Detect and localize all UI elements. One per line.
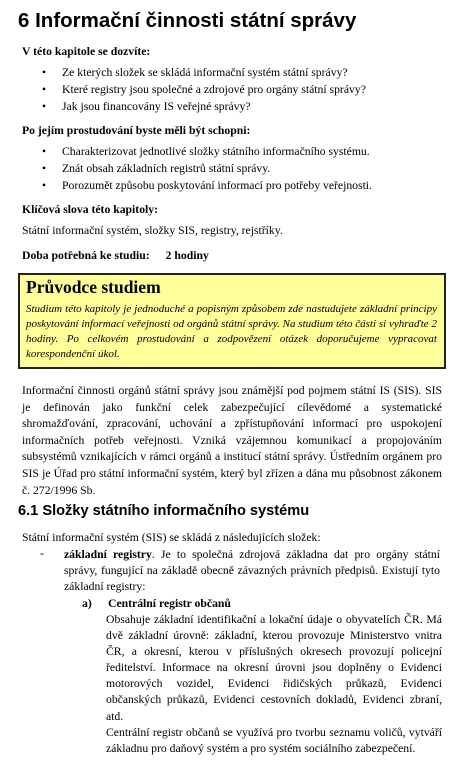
learn-list <box>22 64 366 115</box>
registry-description: . Je to společná zdrojová základna dat pro orgány státní správy, fungující na základě obecně závazných právních předpisů. Existují tyto základní registry: <box>64 548 440 594</box>
intro-paragraph: Informační činnosti orgánů státní správy jsou známější pod pojmem státní IS (SIS). SIS je definován jako funkční celek zabezpečující cílevědomé a systematické shromažďování, zpracování, uchování a zpřístupňování informací pro uspokojení informačních potřeb veřejnosti. Vzniká vzájemnou komunikací a propojováním subsystémů vznikajících v rámci orgánů a institucí státní správy. Ústředním orgánem pro SIS je Úřad pro státní informační systém, který byl zřízen a dána mu působnost zákonem č. 272/1996 Sb. <box>22 384 442 497</box>
able-item: • Znát obsah základních registrů státní správy. <box>22 160 372 177</box>
subitem-marker: a) <box>82 597 92 610</box>
subitem-paragraph: Centrální registr občanů se využívá pro tvorbu seznamu voličů, vytváří základnu pro daňový systém a pro systém sociálního zabezpečení. <box>106 725 442 755</box>
keywords-heading: Klíčová slova této kapitoly: <box>22 203 159 216</box>
subitem-paragraph: Obsahuje základní identifikační a lokační údaje o obyvatelích ČR. Má dvě základní úrovně: základní, kterou provozuje Ministerstvo vnitra ČR, a okresní, kterou v příslušných okresech provozují policejní ředitelství. Informace na okresní úrovni jsou doplněny o Evidenci motorových vozidel, Evidenci řidičských průkazů, Evidenci občanských průkazů, Evidenci cestovních dokladů, Evidenci zbraní, atd. <box>106 613 442 723</box>
learn-item: • Jak jsou financovány IS veřejné správy? <box>22 98 366 115</box>
registry-item <box>64 547 440 596</box>
registry-term: základní registry <box>64 548 152 561</box>
able-item: • Charakterizovat jednotlivé složky státního informačního systému. <box>22 143 372 160</box>
able-list <box>22 143 372 194</box>
subitem-title: Centrální registr občanů <box>108 597 231 610</box>
chapter-title: 6 Informační činnosti státní správy <box>18 9 357 32</box>
study-time <box>22 247 209 264</box>
section-intro: Státní informační systém (SIS) se skládá z následujících složek: <box>22 531 321 544</box>
able-item: • Porozumět způsobu poskytování informací pro potřeby veřejnosti. <box>22 177 372 194</box>
able-heading: Po jejím prostudování byste měli být schopni: <box>22 124 251 137</box>
learn-item: • Které registry jsou společné a zdrojové pro orgány státní správy? <box>22 81 366 98</box>
study-time-label: Doba potřebná ke studiu: <box>22 249 150 262</box>
study-guide-title: Průvodce studiem <box>26 277 161 297</box>
study-guide-box <box>18 273 446 369</box>
list-dash: - <box>40 547 44 560</box>
section-title: 6.1 Složky státního informačního systému <box>18 503 310 519</box>
keywords-text: Státní informační systém, složky SIS, registry, rejstříky. <box>22 224 283 237</box>
study-time-value: 2 hodiny <box>165 249 209 262</box>
learn-heading: V této kapitole se dozvíte: <box>22 45 151 58</box>
learn-item: • Ze kterých složek se skládá informační systém státní správy? <box>22 64 366 81</box>
subitem-body <box>106 612 442 757</box>
study-guide-text: Studium této kapitoly je jednoduché a popisným způsobem zde nastudujete základní principy poskytování informací veřejnosti od orgánů státní správy. Na studium této části si vyhraďte 2 hodiny. Po celkovém prostudování a zodpovězení otázek doporučujeme vypracovat korespondenční úkol. <box>26 303 437 360</box>
